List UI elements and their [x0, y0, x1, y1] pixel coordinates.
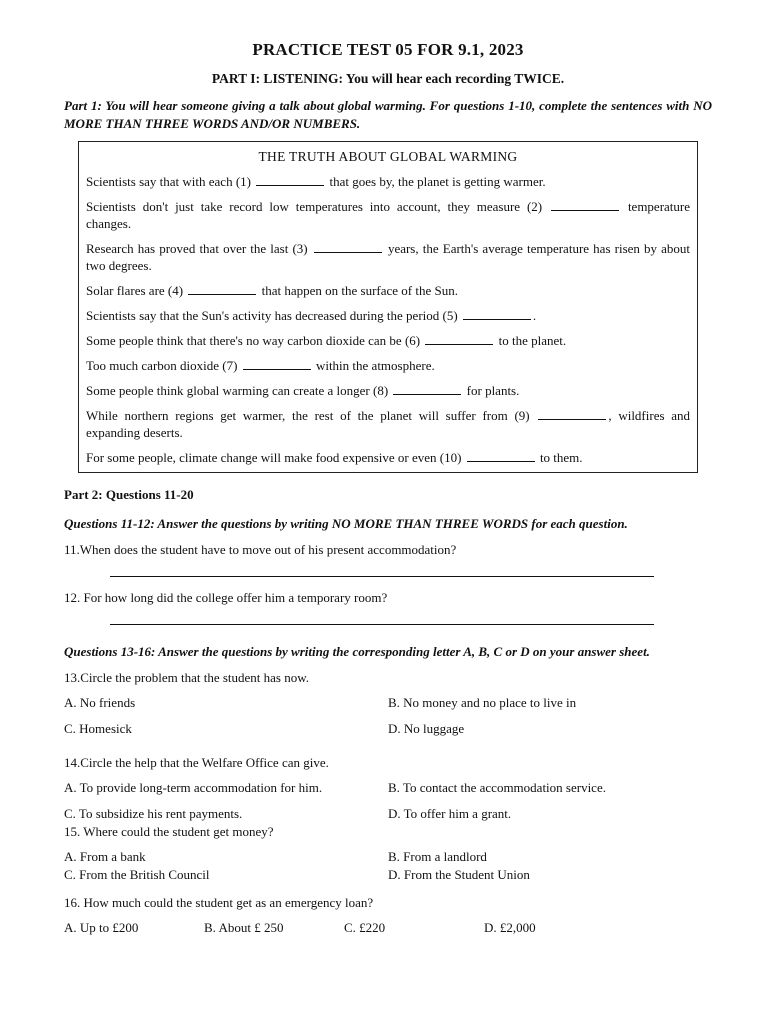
option-c[interactable]: C. From the British Council [64, 867, 210, 882]
gap-sentence-7 [86, 357, 690, 374]
gap-sentence-3 [86, 240, 690, 274]
option-b[interactable]: B. From a landlord [388, 849, 487, 864]
sentence-text: to them. [539, 450, 583, 465]
sentence-text: , wildfires and expanding deserts. [86, 408, 691, 440]
q13-options [64, 694, 712, 746]
part-heading: PART I: LISTENING: You will hear each recording TWICE. [211, 71, 565, 86]
answer-blank-9[interactable] [538, 407, 606, 420]
sentence-text: Scientists don't just take record low temperatures into account, they measure (2) [86, 199, 543, 214]
option-c[interactable]: C. To subsidize his rent payments. [64, 806, 243, 821]
question-15: 15. Where could the student get money? [64, 824, 274, 839]
gap-sentence-10 [86, 449, 690, 466]
question-14: 14.Circle the help that the Welfare Office can give. [64, 755, 329, 770]
answer-blank-6[interactable] [425, 332, 493, 345]
sentence-text: While northern regions get warmer, the rest of the planet will suffer from (9) [86, 408, 530, 423]
box-title: THE TRUTH ABOUT GLOBAL WARMING [258, 149, 518, 164]
option-d[interactable]: D. To offer him a grant. [388, 806, 512, 821]
answer-blank-8[interactable] [393, 382, 461, 395]
answer-blank-5[interactable] [463, 307, 531, 320]
document-page [64, 40, 712, 936]
sentence-text: that goes by, the planet is getting warmer. [329, 174, 546, 189]
option-a[interactable]: A. Up to £200 [64, 920, 139, 935]
sentence-text: temperature changes. [86, 199, 691, 231]
option-b[interactable]: B. About £ 250 [204, 920, 284, 935]
sentence-text: years, the Earth's average temperature has risen by about two degrees. [86, 241, 691, 273]
answer-blank-7[interactable] [243, 357, 311, 370]
option-c[interactable]: C. £220 [344, 920, 386, 935]
option-a[interactable]: A. To provide long-term accommodation for him. [64, 780, 323, 795]
part2-heading: Part 2: Questions 11-20 [64, 487, 194, 502]
option-a[interactable]: A. From a bank [64, 849, 146, 864]
gap-sentence-2 [86, 198, 690, 232]
question-16: 16. How much could the student get as an emergency loan? [64, 895, 374, 910]
part1-intro: Part 1: You will hear someone giving a talk about global warming. For questions 1-10, complete the sentences with NO MORE THAN THREE WORDS AND/OR NUMBERS. [64, 98, 712, 131]
q13-16-instructions: Questions 13-16: Answer the questions by writing the corresponding letter A, B, C or D on your answer sheet. [64, 644, 650, 659]
sentence-text: Too much carbon dioxide (7) [86, 358, 238, 373]
gap-sentence-5 [86, 307, 690, 324]
sentence-text: Scientists say that the Sun's activity has decreased during the period (5) [86, 308, 458, 323]
sentence-text: Some people think that there's no way carbon dioxide can be (6) [86, 333, 421, 348]
q16-options [64, 919, 712, 936]
question-13: 13.Circle the problem that the student has now. [64, 670, 310, 685]
gap-sentence-1 [86, 173, 690, 190]
question-12: 12. For how long did the college offer him a temporary room? [64, 590, 388, 605]
sentence-text: For some people, climate change will make food expensive or even (10) [86, 450, 462, 465]
sentence-text: Research has proved that over the last (3) [86, 241, 308, 256]
gap-sentence-8 [86, 382, 690, 399]
option-b[interactable]: B. To contact the accommodation service. [388, 780, 606, 795]
option-a[interactable]: A. No friends [64, 695, 136, 710]
answer-blank-10[interactable] [467, 449, 535, 462]
option-d[interactable]: D. No luggage [388, 721, 465, 736]
option-d[interactable]: D. From the Student Union [388, 867, 530, 882]
sentence-text: Scientists say that with each (1) [86, 174, 251, 189]
page-title: PRACTICE TEST 05 FOR 9.1, 2023 [252, 40, 524, 59]
option-d[interactable]: D. £2,000 [484, 920, 536, 935]
answer-blank-2[interactable] [551, 198, 619, 211]
gap-sentence-6 [86, 332, 690, 349]
gap-sentence-9 [86, 407, 690, 441]
sentence-text: Some people think global warming can create a longer (8) [86, 383, 389, 398]
gap-sentence-4 [86, 282, 690, 299]
sentence-text: for plants. [466, 383, 520, 398]
option-c[interactable]: C. Homesick [64, 721, 132, 736]
answer-line-12[interactable] [110, 616, 654, 625]
q11-12-instructions: Questions 11-12: Answer the questions by writing NO MORE THAN THREE WORDS for each question. [64, 516, 628, 531]
answer-blank-3[interactable] [314, 240, 382, 253]
global-warming-box [78, 141, 698, 473]
answer-blank-4[interactable] [188, 282, 256, 295]
sentence-text: Solar flares are (4) [86, 283, 184, 298]
question-11: 11.When does the student have to move out of his present accommodation? [64, 542, 457, 557]
sentence-text: within the atmosphere. [315, 358, 435, 373]
answer-line-11[interactable] [110, 568, 654, 577]
option-b[interactable]: B. No money and no place to live in [388, 695, 577, 710]
sentence-text: that happen on the surface of the Sun. [261, 283, 458, 298]
sentence-text: . [532, 308, 537, 323]
q15-options [64, 848, 712, 884]
answer-blank-1[interactable] [256, 173, 324, 186]
sentence-text: to the planet. [498, 333, 567, 348]
